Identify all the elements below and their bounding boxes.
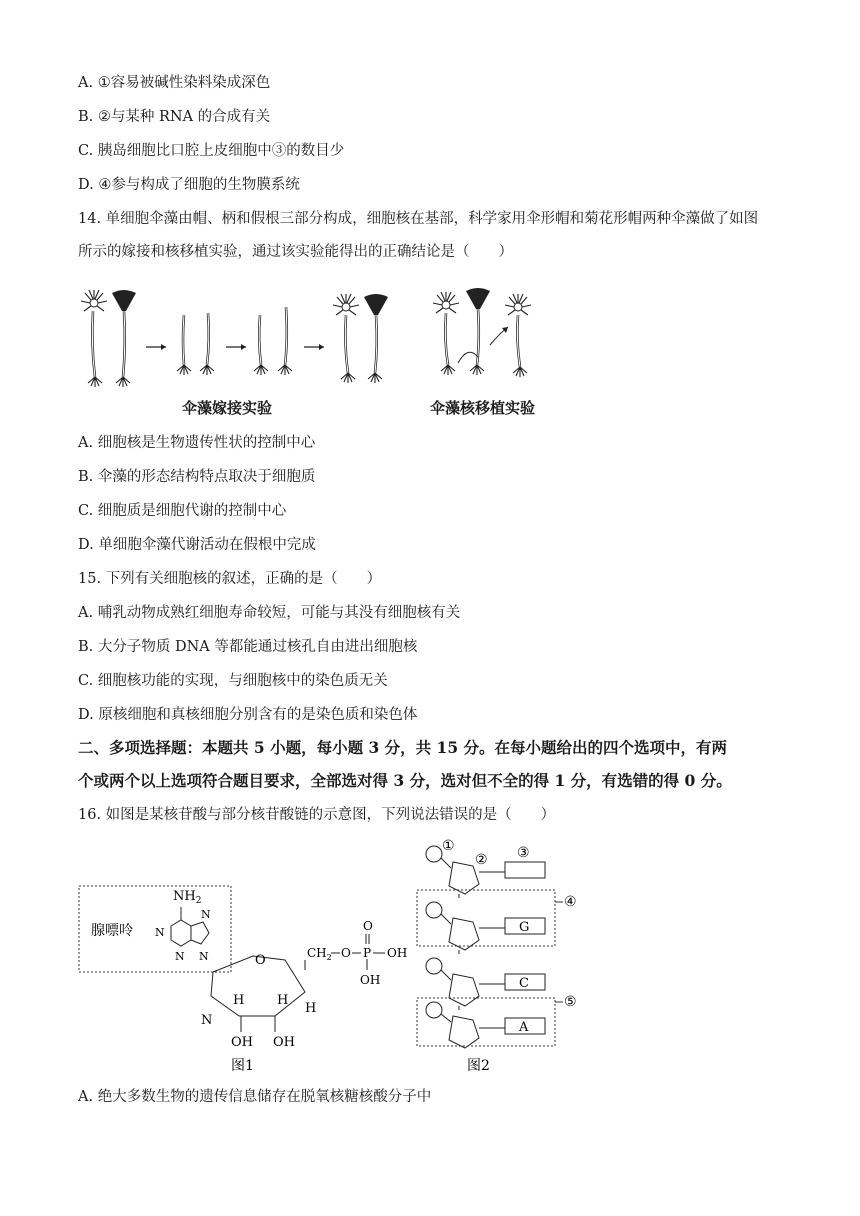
svg-text:N: N <box>155 926 165 939</box>
base-g: G <box>519 920 530 935</box>
svg-text:O: O <box>341 946 351 960</box>
section2-heading-line1: 二、多项选择题：本题共 5 小题，每小题 3 分，共 15 分。在每小题给出的四个选项中，有两 <box>78 738 728 757</box>
label-4: ④ <box>564 894 577 910</box>
q15-option-b: B. 大分子物质 DNA 等都能通过核孔自由进出细胞核 <box>78 639 418 655</box>
q14-stem-line1: 14. 单细胞伞藻由帽、柄和假根三部分构成，细胞核在基部，科学家用伞形帽和菊花形帽两种伞藻做了如图 <box>78 211 759 227</box>
svg-text:OH: OH <box>231 1035 253 1050</box>
q14-option-c: C. 细胞质是细胞代谢的控制中心 <box>78 503 287 519</box>
base-a: A <box>519 1020 529 1035</box>
svg-text:N: N <box>175 950 185 963</box>
graft-pair-1 <box>81 290 136 387</box>
svg-text:NH2: $NH_2$ <box>173 889 202 906</box>
label-5: ⑤ <box>564 994 577 1010</box>
fig2-chain <box>426 846 545 1048</box>
label-3: ③ <box>517 845 530 861</box>
adenine-label: 腺嘌呤 <box>91 923 133 939</box>
q16-option-a: A. 绝大多数生物的遗传信息储存在脱氧核糖核酸分子中 <box>78 1089 432 1105</box>
q13-option-d: D. ④参与构成了细胞的生物膜系统 <box>78 177 300 193</box>
q15-option-d: D. 原核细胞和真核细胞分别含有的是染色质和染色体 <box>78 707 418 723</box>
graft-caption: 伞藻嫁接实验 <box>182 399 273 417</box>
q16-stem: 16. 如图是某核苷酸与部分核苷酸链的示意图，下列说法错误的是（ ） <box>78 807 556 823</box>
section2-heading-line2: 个或两个以上选项符合题目要求，全部选对得 3 分，选对但不全的得 1 分，有选错的得 0 分。 <box>78 771 732 790</box>
q14-option-d: D. 单细胞伞藻代谢活动在假根中完成 <box>78 537 316 553</box>
svg-text:P: P <box>363 946 372 960</box>
fig2-caption: 图2 <box>467 1058 490 1074</box>
svg-text:CH2: $CH_2$ <box>307 946 332 962</box>
q14-stem-line2: 所示的嫁接和核移植实验，通过该实验能得出的正确结论是（ ） <box>78 244 513 260</box>
q15-option-c: C. 细胞核功能的实现，与细胞核中的染色质无关 <box>78 673 388 689</box>
graft-pair-3 <box>254 307 292 375</box>
svg-text:OH: OH <box>273 1035 295 1050</box>
q14-option-b: B. 伞藻的形态结构特点取决于细胞质 <box>78 469 316 485</box>
svg-text:OH: OH <box>360 973 381 987</box>
fig1-caption: 图1 <box>231 1058 254 1074</box>
nucleotide-figure <box>75 832 595 1077</box>
svg-text:O: O <box>363 919 373 933</box>
graft-pair-2 <box>177 313 214 375</box>
svg-text:O: O <box>255 953 266 968</box>
transplant-caption: 伞藻核移植实验 <box>430 399 536 417</box>
q13-option-a: A. ①容易被碱性染料染成深色 <box>78 75 271 91</box>
label-1: ① <box>442 838 455 854</box>
svg-text:N: N <box>199 950 209 963</box>
svg-text:H: H <box>305 1001 317 1016</box>
q13-option-b: B. ②与某种 RNA 的合成有关 <box>78 109 271 125</box>
svg-text:H: H <box>233 993 245 1008</box>
nh2-label: NH <box>173 889 196 904</box>
svg-text:N: N <box>201 1013 213 1028</box>
transplant-group <box>433 288 531 377</box>
graft-pair-4 <box>333 294 388 383</box>
svg-text:N: N <box>201 908 211 921</box>
base-c: C <box>519 976 529 991</box>
q14-option-a: A. 细胞核是生物遗传性状的控制中心 <box>78 435 316 451</box>
q15-stem: 15. 下列有关细胞核的叙述，正确的是（ ） <box>78 571 382 587</box>
q15-option-a: A. 哺乳动物成熟红细胞寿命较短，可能与其没有细胞核有关 <box>78 605 461 621</box>
svg-text:OH: OH <box>387 946 408 960</box>
svg-text:H: H <box>277 993 289 1008</box>
label-2: ② <box>475 852 488 868</box>
q13-option-c: C. 胰岛细胞比口腔上皮细胞中③的数目少 <box>78 143 345 159</box>
